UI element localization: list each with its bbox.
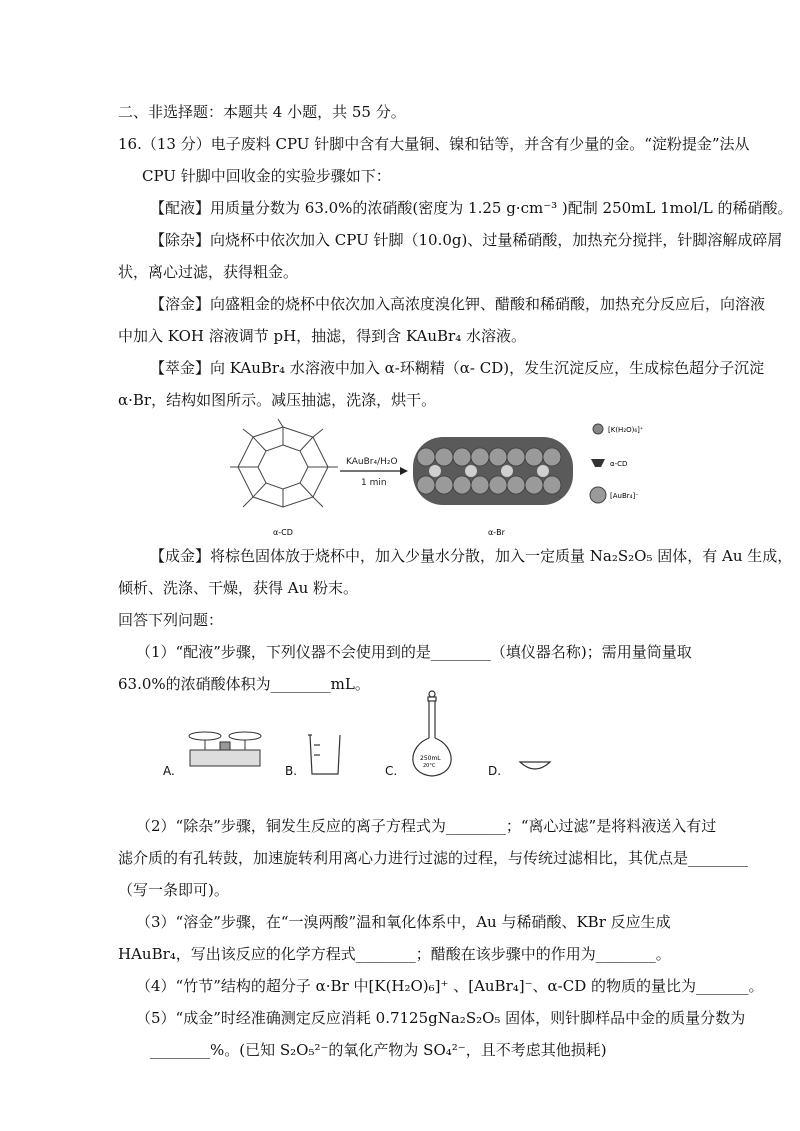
- legend-cd-icon: [591, 459, 605, 467]
- beaker-icon: [308, 735, 340, 774]
- step-chuza-line-2: 状，离心过滤，获得粗金。: [118, 263, 299, 281]
- option-c-label: C.: [385, 764, 398, 778]
- step-cuijin-line-2: α·Br，结构如图所示。减压抽滤，洗涤，烘干。: [118, 391, 437, 409]
- q3-line-2: HAuBr₄，写出该反应的化学方程式________；醋酸在该步骤中的作用为________。: [118, 945, 671, 963]
- q4-line: （4）“竹节”结构的超分子 α·Br 中[K(H₂O)₆]⁺ 、[AuBr₄]⁻、α-CD 的物质的量比为_______。: [136, 977, 764, 995]
- step-rongjin-line-2: 中加入 KOH 溶液调节 pH，抽滤，得到含 KAuBr₄ 水溶液。: [118, 327, 527, 345]
- answer-prompt: 回答下列问题：: [118, 611, 224, 629]
- q5-line-1: （5）“成金”时经准确测定反应消耗 0.7125gNa₂S₂O₅ 固体，则针脚样品中金的质量分数为: [136, 1009, 746, 1027]
- figure-right-caption: α-Br: [488, 528, 505, 537]
- arrow-top-label: KAuBr₄/H₂O: [346, 457, 398, 467]
- arrow-bottom-label: 1 min: [361, 478, 387, 488]
- alpha-cd-structure-icon: [230, 419, 338, 507]
- step-chuza-line-1: 【除杂】向烧杯中依次加入 CPU 针脚（10.0g)、过量稀硝酸，加热充分搅拌，针脚溶解成碎屑: [150, 231, 783, 249]
- q1-line-2: 63.0%的浓硝酸体积为________mL。: [118, 675, 370, 693]
- step-peiye: 【配液】用质量分数为 63.0%的浓硝酸(密度为 1.25 g·cm⁻³ )配制 250mL 1mol/L 的稀硝酸。: [150, 199, 793, 217]
- reaction-figure: [228, 415, 678, 540]
- balance-icon: [189, 732, 261, 766]
- legend-aubr-icon: [590, 487, 606, 503]
- q2-line-1: （2）“除杂”步骤，铜发生反应的离子方程式为________；“离心过滤”是将料液送入有过: [136, 817, 717, 835]
- alpha-br-structure-icon: [413, 437, 573, 505]
- q5-line-2: ________%。(已知 S₂O₅²⁻的氧化产物为 SO₄²⁻，且不考虑其他损耗): [150, 1041, 607, 1059]
- instruments-figure: [160, 690, 580, 780]
- option-a-label: A.: [163, 764, 175, 778]
- option-d-label: D.: [488, 764, 502, 778]
- legend-k-label: [K(H₂O)₆]⁺: [608, 426, 644, 434]
- q3-line-1: （3）“溶金”步骤，在“一溴两酸”温和氧化体系中，Au 与稀硝酸、KBr 反应生成: [136, 913, 671, 931]
- question-intro-line-2: CPU 针脚中回收金的实验步骤如下：: [142, 167, 391, 185]
- option-b-label: B.: [285, 764, 298, 778]
- flask-label-volume: 250mL: [420, 755, 441, 762]
- legend-aubr-label: [AuBr₄]⁻: [610, 492, 639, 500]
- instruments-diagram: [160, 690, 580, 780]
- legend-cd-label: α-CD: [610, 460, 628, 468]
- step-rongjin-line-1: 【溶金】向盛粗金的烧杯中依次加入高浓度溴化钾、醋酸和稀硝酸，加热充分反应后，向溶液: [150, 295, 766, 313]
- q2-line-3: （写一条即可)。: [118, 881, 229, 899]
- section-heading: 二、非选择题：本题共 4 小题，共 55 分。: [118, 103, 406, 121]
- legend-k-icon: [593, 424, 603, 434]
- reaction-diagram: [228, 415, 678, 540]
- flask-label-temp: 20°C: [423, 763, 436, 769]
- step-chengjin-line-2: 倾析、洗涤、干燥，获得 Au 粉末。: [118, 579, 359, 597]
- evaporating-dish-icon: [520, 762, 550, 769]
- question-intro-line-1: 16.（13 分）电子废料 CPU 针脚中含有大量铜、镍和钴等，并含有少量的金。“淀粉提金”法从: [118, 135, 750, 153]
- q2-line-2: 滤介质的有孔转鼓，加速旋转利用离心力进行过滤的过程，与传统过滤相比，其优点是________: [118, 849, 749, 867]
- step-chengjin-line-1: 【成金】将棕色固体放于烧杯中，加入少量水分散，加入一定质量 Na₂S₂O₅ 固体，有 Au 生成，: [150, 547, 793, 565]
- figure-left-caption: α-CD: [273, 528, 293, 537]
- arrow-head-icon: [400, 467, 408, 475]
- q1-line-1: （1）“配液”步骤，下列仪器不会使用到的是________（填仪器名称)；需用量筒量取: [136, 643, 692, 661]
- step-cuijin-line-1: 【萃金】向 KAuBr₄ 水溶液中加入 α-环糊精（α- CD)，发生沉淀反应，生成棕色超分子沉淀: [150, 359, 765, 377]
